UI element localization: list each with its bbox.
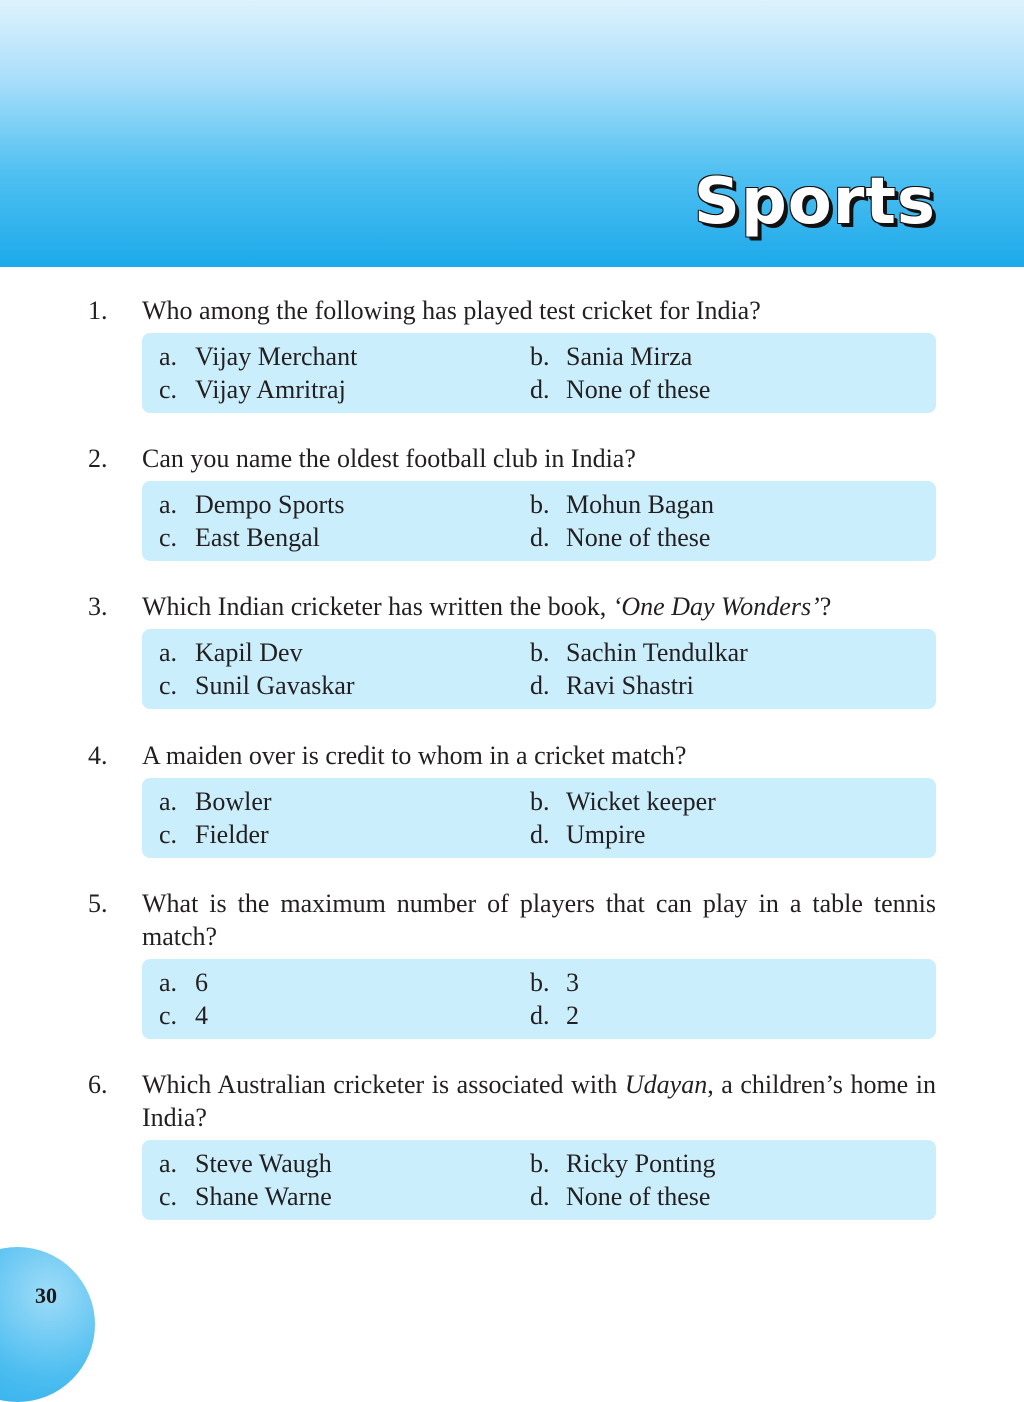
option-d bbox=[530, 818, 645, 851]
question-number: 3. bbox=[88, 592, 108, 621]
question-number: 4. bbox=[88, 741, 108, 770]
option-text: Dempo Sports bbox=[195, 490, 345, 519]
option-c bbox=[159, 373, 346, 406]
question-number: 1. bbox=[88, 296, 108, 325]
option-text: Mohun Bagan bbox=[566, 490, 715, 519]
option-c bbox=[159, 669, 355, 702]
option-text: 3 bbox=[566, 968, 579, 997]
option-text: Sachin Tendulkar bbox=[566, 638, 748, 667]
option-letter: a. bbox=[159, 787, 178, 816]
question-text-part: Which Indian cricketer has written the book, bbox=[142, 592, 613, 621]
question-number: 2. bbox=[88, 444, 108, 473]
option-letter: d. bbox=[530, 1182, 550, 1211]
options-box bbox=[142, 959, 936, 1039]
option-text: None of these bbox=[566, 1182, 711, 1211]
page-header-banner bbox=[0, 0, 1024, 267]
option-letter: a. bbox=[159, 1149, 178, 1178]
page-number-tab bbox=[0, 1247, 95, 1402]
option-letter: a. bbox=[159, 638, 178, 667]
option-letter: d. bbox=[530, 1001, 550, 1030]
option-text: East Bengal bbox=[195, 523, 320, 552]
options-box bbox=[142, 481, 936, 561]
option-text: Steve Waugh bbox=[195, 1149, 332, 1178]
option-d bbox=[530, 521, 710, 554]
options-box bbox=[142, 1140, 936, 1220]
option-letter: a. bbox=[159, 968, 178, 997]
option-letter: c. bbox=[159, 671, 178, 700]
option-letter: d. bbox=[530, 523, 550, 552]
option-letter: b. bbox=[530, 490, 550, 519]
option-a bbox=[159, 488, 345, 521]
question-text-part: ? bbox=[819, 592, 832, 621]
option-text: 2 bbox=[566, 1001, 579, 1030]
option-letter: d. bbox=[530, 671, 550, 700]
option-d bbox=[530, 1180, 710, 1213]
page-number: 30 bbox=[35, 1283, 57, 1308]
option-text: None of these bbox=[566, 375, 711, 404]
question-text: What is the maximum number of players that can play in a table tennis match? bbox=[142, 889, 936, 951]
option-text: 6 bbox=[195, 968, 208, 997]
option-letter: b. bbox=[530, 968, 550, 997]
option-a bbox=[159, 785, 272, 818]
question-text bbox=[142, 590, 936, 623]
option-a bbox=[159, 1147, 332, 1180]
option-text: Umpire bbox=[566, 820, 646, 849]
option-d bbox=[530, 999, 579, 1032]
home-name: Udayan bbox=[624, 1070, 708, 1099]
option-letter: b. bbox=[530, 787, 550, 816]
option-text: 4 bbox=[195, 1001, 208, 1030]
option-text: Kapil Dev bbox=[195, 638, 303, 667]
option-c bbox=[159, 1180, 332, 1213]
option-d bbox=[530, 669, 694, 702]
option-a bbox=[159, 966, 208, 999]
option-c bbox=[159, 521, 320, 554]
option-letter: c. bbox=[159, 375, 178, 404]
option-text: Ricky Ponting bbox=[566, 1149, 716, 1178]
option-d bbox=[530, 373, 710, 406]
option-a bbox=[159, 636, 303, 669]
page-title: Sports bbox=[693, 165, 936, 239]
option-b bbox=[530, 966, 579, 999]
option-letter: a. bbox=[159, 490, 178, 519]
question-text-part: Which Australian cricketer is associated with bbox=[142, 1070, 625, 1099]
option-text: Vijay Merchant bbox=[195, 342, 358, 371]
book-title: ‘One Day Wonders’ bbox=[612, 592, 820, 621]
question-number: 5. bbox=[88, 889, 108, 918]
option-text: Fielder bbox=[195, 820, 269, 849]
question-text: A maiden over is credit to whom in a cricket match? bbox=[142, 741, 687, 770]
option-text: Sunil Gavaskar bbox=[195, 671, 355, 700]
options-box bbox=[142, 333, 936, 413]
option-text: None of these bbox=[566, 523, 711, 552]
option-text: Vijay Amritraj bbox=[195, 375, 346, 404]
options-box bbox=[142, 778, 936, 858]
option-letter: c. bbox=[159, 1182, 178, 1211]
option-text: Ravi Shastri bbox=[566, 671, 694, 700]
options-box bbox=[142, 629, 936, 709]
option-letter: c. bbox=[159, 523, 178, 552]
question-text: Can you name the oldest football club in India? bbox=[142, 444, 636, 473]
option-c bbox=[159, 818, 269, 851]
option-a bbox=[159, 340, 357, 373]
option-letter: d. bbox=[530, 375, 550, 404]
option-letter: c. bbox=[159, 820, 178, 849]
option-b bbox=[530, 488, 714, 521]
option-text: Shane Warne bbox=[195, 1182, 332, 1211]
option-text: Bowler bbox=[195, 787, 272, 816]
option-letter: d. bbox=[530, 820, 550, 849]
option-text: Wicket keeper bbox=[566, 787, 716, 816]
option-c bbox=[159, 999, 208, 1032]
option-b bbox=[530, 340, 692, 373]
option-text: Sania Mirza bbox=[566, 342, 693, 371]
option-letter: b. bbox=[530, 638, 550, 667]
option-letter: c. bbox=[159, 1001, 178, 1030]
option-b bbox=[530, 1147, 716, 1180]
option-b bbox=[530, 636, 748, 669]
question-text bbox=[142, 1068, 936, 1134]
question-text: Who among the following has played test cricket for India? bbox=[142, 296, 761, 325]
option-letter: a. bbox=[159, 342, 178, 371]
option-letter: b. bbox=[530, 1149, 550, 1178]
question-number: 6. bbox=[88, 1070, 108, 1099]
option-letter: b. bbox=[530, 342, 550, 371]
option-b bbox=[530, 785, 716, 818]
question-text-part: , a children’s home in India? bbox=[142, 1070, 936, 1132]
